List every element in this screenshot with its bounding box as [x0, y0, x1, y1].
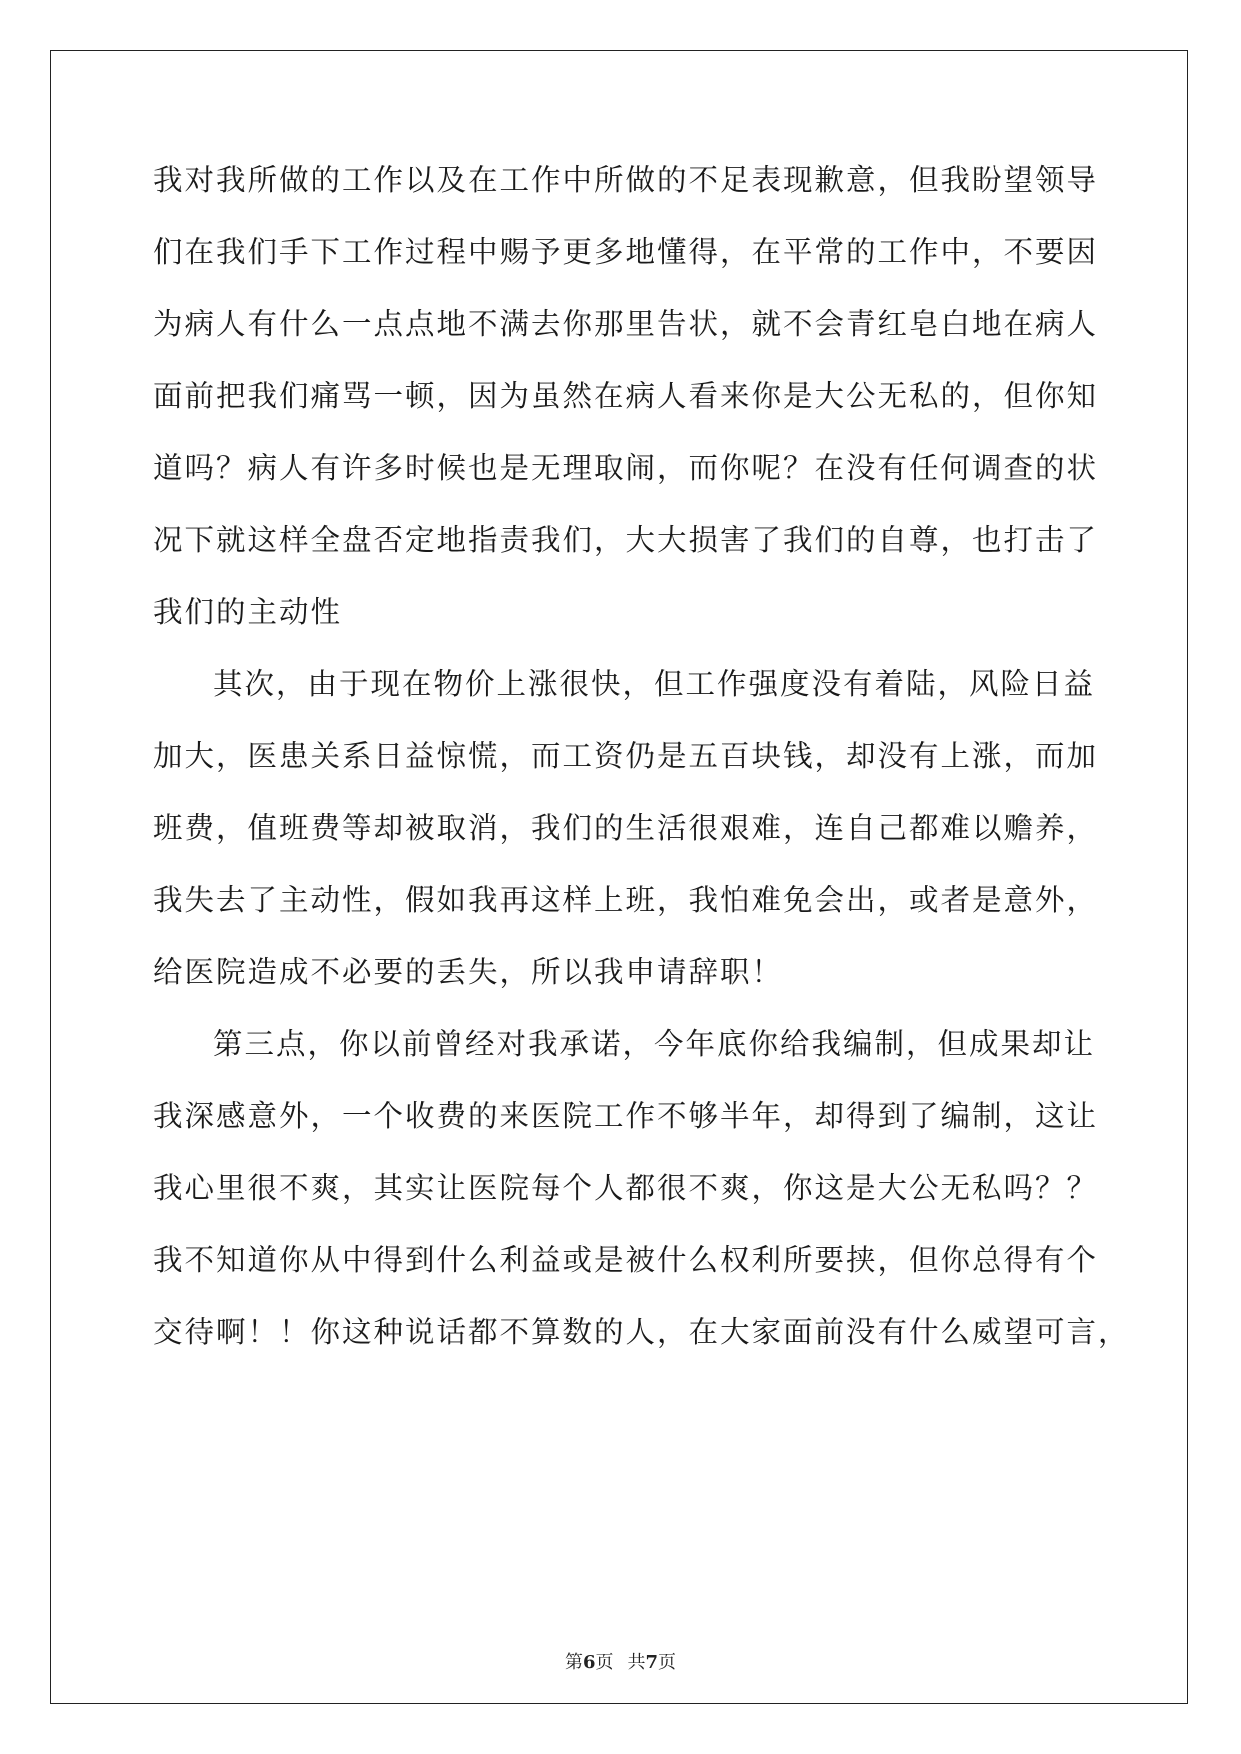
footer-page-suffix: 页: [595, 1652, 614, 1673]
text-line: 交待啊！！你这种说话都不算数的人，在大家面前没有什么威望可言，: [153, 1315, 1130, 1349]
text-line: 我深感意外，一个收费的来医院工作不够半年，却得到了编制，这让: [153, 1099, 1099, 1133]
text-line: 我们的主动性: [153, 595, 343, 629]
text-line: 加大，医患关系日益惊慌，而工资仍是五百块钱，却没有上涨，而加: [153, 739, 1099, 773]
footer-total-suffix: 页: [658, 1652, 677, 1673]
text-line: 给医院造成不必要的丢失，所以我申请辞职！: [153, 955, 784, 989]
text-line: 我失去了主动性，假如我再这样上班，我怕难免会出，或者是意外，: [153, 883, 1099, 917]
footer-total-prefix: 共: [627, 1652, 646, 1673]
text-line: 我不知道你从中得到什么利益或是被什么权利所要挟，但你总得有个: [153, 1243, 1099, 1277]
text-line: 况下就这样全盘否定地指责我们，大大损害了我们的自尊，也打击了: [153, 523, 1099, 557]
text-line: 们在我们手下工作过程中赐予更多地懂得，在平常的工作中，不要因: [153, 235, 1099, 269]
total-page-count: 7: [645, 1652, 659, 1673]
text-line: 道吗？病人有许多时候也是无理取闹，而你呢？在没有任何调查的状: [153, 451, 1099, 485]
current-page-number: 6: [582, 1652, 596, 1673]
text-line: 我对我所做的工作以及在工作中所做的不足表现歉意，但我盼望领导: [153, 163, 1099, 197]
text-line: 面前把我们痛骂一顿，因为虽然在病人看来你是大公无私的，但你知: [153, 379, 1099, 413]
page-footer: [0, 1651, 1241, 1675]
text-line: 我心里很不爽，其实让医院每个人都很不爽，你这是大公无私吗？？: [153, 1171, 1099, 1205]
paragraph-start-line: 其次，由于现在物价上涨很快，但工作强度没有着陆，风险日益: [213, 667, 1096, 701]
text-line: 为病人有什么一点点地不满去你那里告状，就不会青红皂白地在病人: [153, 307, 1099, 341]
paragraph-start-line: 第三点，你以前曾经对我承诺，今年底你给我编制，但成果却让: [213, 1027, 1096, 1061]
page-border: [50, 50, 1188, 1704]
footer-prefix: 第: [564, 1652, 583, 1673]
text-line: 班费，值班费等却被取消，我们的生活很艰难，连自己都难以赡养，: [153, 811, 1099, 845]
